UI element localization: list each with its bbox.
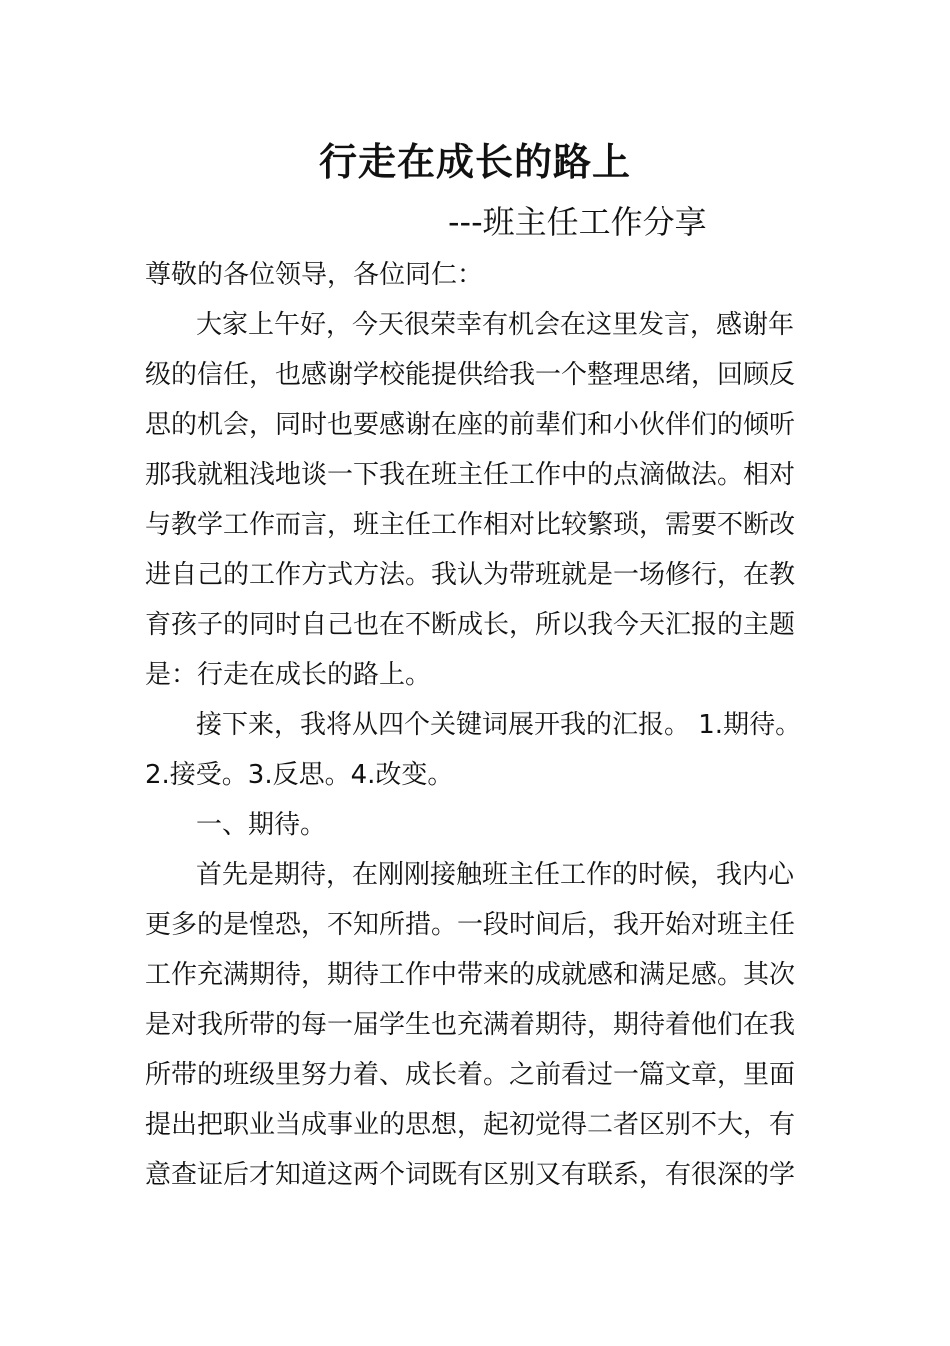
body-line: 提出把职业当成事业的思想，起初觉得二者区别不大，有 [145,1110,796,1140]
body-line: 是：行走在成长的路上。 [145,660,432,690]
section-heading: 一、期待。 [196,810,327,840]
body-line: 是对我所带的每一届学生也充满着期待，期待着他们在我 [145,1010,796,1040]
body-line: 进自己的工作方式方法。我认为带班就是一场修行，在教 [145,560,796,590]
salutation-line: 尊敬的各位领导，各位同仁： [145,260,484,290]
body-line: 与教学工作而言，班主任工作相对比较繁琐，需要不断改 [145,510,796,540]
body-line: 所带的班级里努力着、成长着。之前看过一篇文章，里面 [145,1060,796,1090]
body-line: 大家上午好，今天很荣幸有机会在这里发言，感谢年 [196,310,795,340]
body-line: 2.接受。3.反思。4.改变。 [145,760,454,790]
body-line: 接下来，我将从四个关键词展开我的汇报。 1.期待。 [196,710,802,740]
body-line: 育孩子的同时自己也在不断成长，所以我今天汇报的主题 [145,610,796,640]
body-line: 更多的是惶恐，不知所措。一段时间后，我开始对班主任 [145,910,796,940]
document-title: 行走在成长的路上 [318,140,631,184]
body-line: 级的信任，也感谢学校能提供给我一个整理思绪，回顾反 [145,360,796,390]
body-line: 工作充满期待，期待工作中带来的成就感和满足感。其次 [145,960,796,990]
document-subtitle: ---班主任工作分享 [448,203,707,241]
body-line: 首先是期待，在刚刚接触班主任工作的时候，我内心 [196,860,795,890]
body-line: 意查证后才知道这两个词既有区别又有联系，有很深的学 [145,1160,796,1190]
body-line: 思的机会，同时也要感谢在座的前辈们和小伙伴们的倾听 [145,410,796,440]
body-line: 那我就粗浅地谈一下我在班主任工作中的点滴做法。相对 [145,460,796,490]
